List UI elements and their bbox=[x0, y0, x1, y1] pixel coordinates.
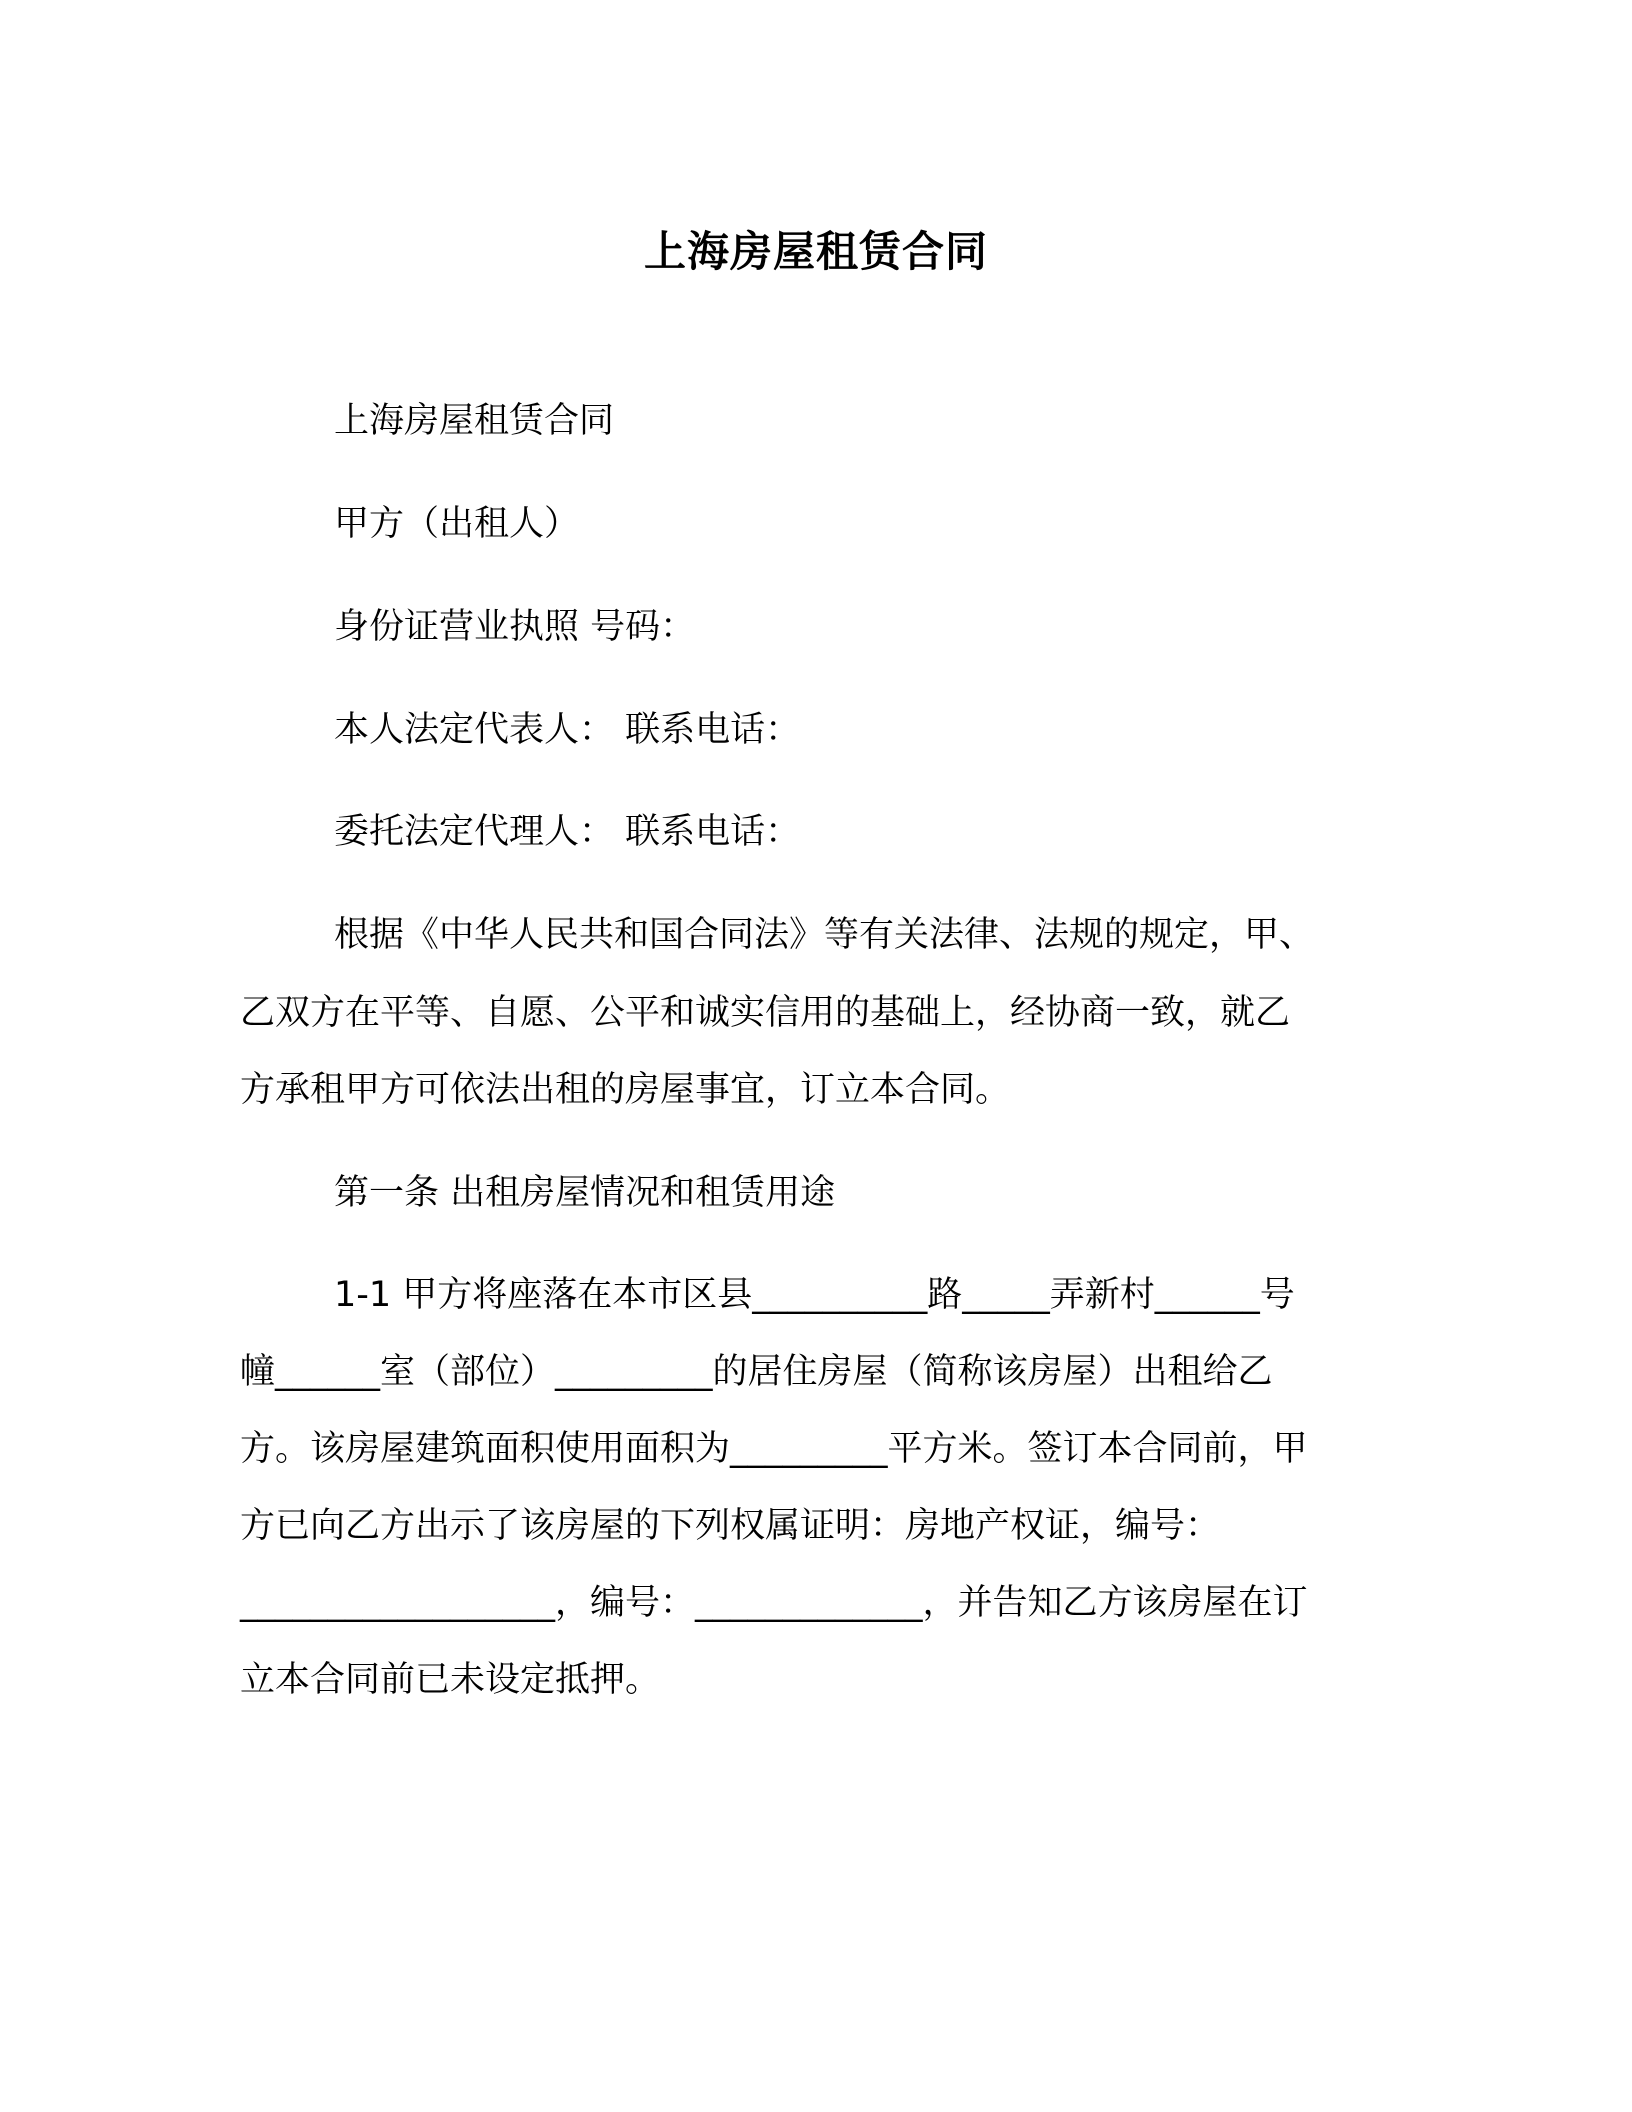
clause-1-1-line-4: 方已向乙方出示了该房屋的下列权属证明：房地产权证，编号： bbox=[240, 1506, 1221, 1546]
document-title: 上海房屋租赁合同 bbox=[643, 227, 988, 276]
clause-1-1-line-1: 1-1 甲方将座落在本市区县__________路_____弄新村______号 bbox=[334, 1275, 1295, 1315]
legal-representative-line: 本人法定代表人： 联系电话： bbox=[334, 710, 801, 750]
clause-1-1-line-5: __________________，编号：_____________，并告知乙方该房屋在订 bbox=[240, 1583, 1308, 1623]
preamble-line-1: 根据《中华人民共和国合同法》等有关法律、法规的规定，甲、 bbox=[334, 915, 1315, 955]
clause-1-1-line-6: 立本合同前已未设定抵押。 bbox=[240, 1660, 661, 1700]
preamble-line-2: 乙双方在平等、自愿、公平和诚实信用的基础上，经协商一致，就乙 bbox=[240, 993, 1291, 1033]
clause-1-1-line-3: 方。该房屋建筑面积使用面积为_________平方米。签订本合同前，甲 bbox=[240, 1429, 1308, 1469]
subtitle-line: 上海房屋租赁合同 bbox=[334, 401, 615, 441]
id-number-line: 身份证营业执照 号码： bbox=[334, 607, 696, 647]
preamble-line-3: 方承租甲方可依法出租的房屋事宜，订立本合同。 bbox=[240, 1070, 1011, 1110]
authorized-agent-line: 委托法定代理人： 联系电话： bbox=[334, 812, 801, 852]
party-a-line: 甲方（出租人） bbox=[334, 504, 580, 544]
clause-1-1-line-2: 幢______室（部位）_________的居住房屋（简称该房屋）出租给乙 bbox=[240, 1352, 1273, 1392]
article-1-heading: 第一条 出租房屋情况和租赁用途 bbox=[334, 1173, 836, 1213]
